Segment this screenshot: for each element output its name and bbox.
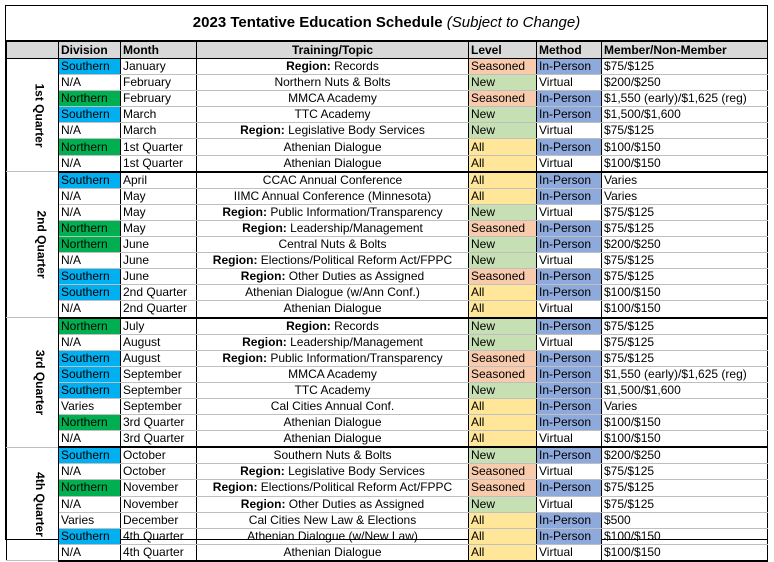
method-cell: Virtual xyxy=(537,123,602,139)
header-division: Division xyxy=(59,42,121,59)
table-row xyxy=(7,318,768,335)
month-cell: April xyxy=(121,172,197,189)
method-cell: In-Person xyxy=(537,285,602,301)
topic-cell xyxy=(197,237,469,253)
cost-cell: $75/$125 xyxy=(602,123,768,139)
division-cell: N/A xyxy=(59,253,121,269)
month-cell: September xyxy=(121,398,197,414)
table-row xyxy=(7,220,768,236)
method-cell: Virtual xyxy=(537,431,602,448)
topic-cell xyxy=(197,350,469,366)
division-cell: N/A xyxy=(59,496,121,512)
schedule-table xyxy=(6,41,768,562)
cost-cell: $100/$150 xyxy=(602,544,768,561)
cost-cell: $75/$125 xyxy=(602,334,768,350)
level-cell: New xyxy=(469,496,537,512)
topic-text: Southern Nuts & Bolts xyxy=(273,448,392,463)
level-cell: Seasoned xyxy=(469,464,537,480)
level-cell: New xyxy=(469,447,537,464)
title-sub: (Subject to Change) xyxy=(446,14,581,31)
cost-cell: $500 xyxy=(602,512,768,528)
level-cell: All xyxy=(469,398,537,414)
division-cell: Southern xyxy=(59,528,121,544)
month-cell: 2nd Quarter xyxy=(121,285,197,301)
cost-cell: Varies xyxy=(602,398,768,414)
method-cell: Virtual xyxy=(537,204,602,220)
month-cell: May xyxy=(121,220,197,236)
method-cell: In-Person xyxy=(537,188,602,204)
topic-cell xyxy=(197,334,469,350)
level-cell: New xyxy=(469,318,537,335)
division-cell: Southern xyxy=(59,172,121,189)
method-cell: In-Person xyxy=(537,172,602,189)
method-cell: In-Person xyxy=(537,512,602,528)
level-cell: Seasoned xyxy=(469,220,537,236)
topic-prefix: Region: xyxy=(242,220,287,235)
level-cell: All xyxy=(469,188,537,204)
table-row xyxy=(7,253,768,269)
division-cell: N/A xyxy=(59,188,121,204)
cost-cell: $100/$150 xyxy=(602,139,768,155)
topic-cell xyxy=(197,480,469,496)
method-cell: In-Person xyxy=(537,91,602,107)
month-cell: October xyxy=(121,464,197,480)
division-cell: Northern xyxy=(59,318,121,335)
level-cell: New xyxy=(469,253,537,269)
method-cell: Virtual xyxy=(537,75,602,91)
month-cell: 3rd Quarter xyxy=(121,431,197,448)
cost-cell: $75/$125 xyxy=(602,59,768,75)
topic-text: Athenian Dialogue (w/New Law) xyxy=(247,528,418,543)
table-row xyxy=(7,301,768,318)
header-topic: Training/Topic xyxy=(197,42,469,59)
method-cell: In-Person xyxy=(537,528,602,544)
topic-prefix: Region: xyxy=(222,204,268,219)
method-cell: In-Person xyxy=(537,382,602,398)
topic-prefix: Region: xyxy=(240,123,285,138)
cost-cell: $75/$125 xyxy=(602,350,768,366)
table-row xyxy=(7,91,768,107)
topic-cell xyxy=(197,366,469,382)
topic-text: Public Information/Transparency xyxy=(267,350,443,365)
month-cell: June xyxy=(121,253,197,269)
level-cell: New xyxy=(469,334,537,350)
topic-text: TTC Academy xyxy=(294,382,371,397)
division-cell: Southern xyxy=(59,350,121,366)
division-cell: N/A xyxy=(59,204,121,220)
month-cell: February xyxy=(121,91,197,107)
method-cell: In-Person xyxy=(537,415,602,431)
topic-text: Central Nuts & Bolts xyxy=(278,237,387,252)
table-row xyxy=(7,204,768,220)
month-cell: 4th Quarter xyxy=(121,528,197,544)
division-cell: Northern xyxy=(59,220,121,236)
topic-cell xyxy=(197,398,469,414)
table-row xyxy=(7,188,768,204)
cost-cell: $75/$125 xyxy=(602,318,768,335)
topic-cell xyxy=(197,496,469,512)
topic-text: CCAC Annual Conference xyxy=(262,172,403,187)
topic-text: Leadership/Management xyxy=(286,220,423,235)
topic-cell xyxy=(197,431,469,448)
table-row xyxy=(7,480,768,496)
level-cell: All xyxy=(469,285,537,301)
cost-cell: $75/$125 xyxy=(602,480,768,496)
table-row xyxy=(7,366,768,382)
quarter-label-cell xyxy=(7,318,59,448)
month-cell: May xyxy=(121,188,197,204)
topic-cell xyxy=(197,59,469,75)
division-cell: N/A xyxy=(59,155,121,172)
cost-cell: $200/$250 xyxy=(602,75,768,91)
level-cell: All xyxy=(469,139,537,155)
topic-cell xyxy=(197,75,469,91)
topic-text: MMCA Academy xyxy=(288,366,377,381)
topic-cell xyxy=(197,139,469,155)
header-cost: Member/Non-Member xyxy=(602,42,768,59)
month-cell: September xyxy=(121,366,197,382)
cost-cell: Varies xyxy=(602,188,768,204)
topic-text: Records xyxy=(330,59,379,74)
table-row xyxy=(7,415,768,431)
topic-cell xyxy=(197,188,469,204)
cost-cell: $100/$150 xyxy=(602,301,768,318)
table-row xyxy=(7,528,768,544)
method-cell: Virtual xyxy=(537,301,602,318)
level-cell: New xyxy=(469,237,537,253)
table-row xyxy=(7,431,768,448)
level-cell: Seasoned xyxy=(469,91,537,107)
topic-cell xyxy=(197,464,469,480)
table-row xyxy=(7,59,768,75)
topic-cell xyxy=(197,269,469,285)
table-row xyxy=(7,107,768,123)
method-cell: In-Person xyxy=(537,398,602,414)
division-cell: Northern xyxy=(59,480,121,496)
cost-cell: $100/$150 xyxy=(602,285,768,301)
header-method: Method xyxy=(537,42,602,59)
topic-text: Elections/Political Reform Act/FPPC xyxy=(257,480,453,495)
topic-prefix: Region: xyxy=(286,318,331,333)
table-row xyxy=(7,544,768,561)
header-quarter xyxy=(7,42,59,59)
method-cell: In-Person xyxy=(537,220,602,236)
cost-cell: $100/$150 xyxy=(602,415,768,431)
table-row xyxy=(7,334,768,350)
quarter-label: 2nd Quarter xyxy=(34,210,49,279)
month-cell: 3rd Quarter xyxy=(121,415,197,431)
table-row xyxy=(7,139,768,155)
month-cell: July xyxy=(121,318,197,335)
cost-cell: $75/$125 xyxy=(602,269,768,285)
topic-cell xyxy=(197,318,469,335)
topic-cell xyxy=(197,285,469,301)
schedule-body xyxy=(7,59,768,561)
header-row xyxy=(7,42,768,59)
month-cell: March xyxy=(121,107,197,123)
topic-cell xyxy=(197,91,469,107)
division-cell: Varies xyxy=(59,398,121,414)
header-month: Month xyxy=(121,42,197,59)
method-cell: In-Person xyxy=(537,480,602,496)
month-cell: November xyxy=(121,480,197,496)
header-level: Level xyxy=(469,42,537,59)
division-cell: Northern xyxy=(59,139,121,155)
table-row xyxy=(7,447,768,464)
topic-cell xyxy=(197,253,469,269)
month-cell: August xyxy=(121,334,197,350)
method-cell: In-Person xyxy=(537,107,602,123)
division-cell: Northern xyxy=(59,237,121,253)
cost-cell: $75/$125 xyxy=(602,496,768,512)
month-cell: February xyxy=(121,75,197,91)
table-row xyxy=(7,285,768,301)
level-cell: New xyxy=(469,382,537,398)
cost-cell: $75/$125 xyxy=(602,220,768,236)
quarter-label: 1st Quarter xyxy=(32,83,47,148)
table-row xyxy=(7,398,768,414)
topic-prefix: Region: xyxy=(212,253,258,268)
topic-text: Cal Cities New Law & Elections xyxy=(248,512,417,527)
division-cell: Southern xyxy=(59,285,121,301)
topic-text: Public Information/Transparency xyxy=(267,204,443,219)
topic-text: Athenian Dialogue xyxy=(283,544,382,559)
month-cell: 2nd Quarter xyxy=(121,301,197,318)
quarter-label-cell xyxy=(7,172,59,318)
topic-text: Records xyxy=(330,318,379,333)
level-cell: All xyxy=(469,544,537,561)
topic-cell xyxy=(197,172,469,189)
division-cell: N/A xyxy=(59,123,121,139)
topic-text: TTC Academy xyxy=(294,107,371,122)
division-cell: Northern xyxy=(59,91,121,107)
month-cell: 1st Quarter xyxy=(121,139,197,155)
method-cell: Virtual xyxy=(537,544,602,561)
level-cell: All xyxy=(469,301,537,318)
topic-cell xyxy=(197,512,469,528)
topic-prefix: Region: xyxy=(240,496,286,511)
table-row xyxy=(7,75,768,91)
cost-cell: $200/$250 xyxy=(602,447,768,464)
topic-cell xyxy=(197,447,469,464)
cost-cell: $200/$250 xyxy=(602,237,768,253)
month-cell: March xyxy=(121,123,197,139)
level-cell: New xyxy=(469,204,537,220)
topic-text: Athenian Dialogue xyxy=(283,301,382,316)
division-cell: Southern xyxy=(59,269,121,285)
topic-text: Athenian Dialogue (w/Ann Conf.) xyxy=(245,285,420,300)
method-cell: Virtual xyxy=(537,464,602,480)
cost-cell: $1,500/$1,600 xyxy=(602,107,768,123)
title-main: 2023 Tentative Education Schedule xyxy=(192,14,443,31)
month-cell: November xyxy=(121,496,197,512)
topic-text: Leadership/Management xyxy=(286,334,423,349)
division-cell: Southern xyxy=(59,366,121,382)
cost-cell: $100/$150 xyxy=(602,528,768,544)
topic-cell xyxy=(197,107,469,123)
table-row xyxy=(7,464,768,480)
topic-text: Other Duties as Assigned xyxy=(285,496,425,511)
table-row xyxy=(7,512,768,528)
cost-cell: $1,550 (early)/$1,625 (reg) xyxy=(602,366,768,382)
topic-cell xyxy=(197,301,469,318)
level-cell: Seasoned xyxy=(469,350,537,366)
month-cell: 4th Quarter xyxy=(121,544,197,561)
level-cell: New xyxy=(469,123,537,139)
topic-text: Athenian Dialogue xyxy=(283,155,382,170)
division-cell: Southern xyxy=(59,382,121,398)
schedule-title xyxy=(6,6,767,41)
month-cell: June xyxy=(121,269,197,285)
month-cell: 1st Quarter xyxy=(121,155,197,172)
topic-cell xyxy=(197,123,469,139)
method-cell: In-Person xyxy=(537,447,602,464)
month-cell: September xyxy=(121,382,197,398)
level-cell: New xyxy=(469,107,537,123)
level-cell: All xyxy=(469,431,537,448)
level-cell: Seasoned xyxy=(469,269,537,285)
topic-text: Cal Cities Annual Conf. xyxy=(270,399,395,414)
month-cell: January xyxy=(121,59,197,75)
topic-text: Athenian Dialogue xyxy=(283,139,382,154)
level-cell: All xyxy=(469,512,537,528)
cost-cell: $75/$125 xyxy=(602,204,768,220)
cost-cell: $100/$150 xyxy=(602,155,768,172)
topic-text: Athenian Dialogue xyxy=(283,431,382,446)
month-cell: June xyxy=(121,237,197,253)
method-cell: In-Person xyxy=(537,269,602,285)
table-row xyxy=(7,269,768,285)
method-cell: In-Person xyxy=(537,237,602,253)
division-cell: Southern xyxy=(59,107,121,123)
topic-prefix: Region: xyxy=(240,464,285,479)
cost-cell: $1,550 (early)/$1,625 (reg) xyxy=(602,91,768,107)
method-cell: Virtual xyxy=(537,334,602,350)
topic-prefix: Region: xyxy=(242,334,287,349)
method-cell: In-Person xyxy=(537,59,602,75)
quarter-label: 3rd Quarter xyxy=(33,349,48,416)
topic-cell xyxy=(197,155,469,172)
table-row xyxy=(7,237,768,253)
level-cell: Seasoned xyxy=(469,480,537,496)
level-cell: All xyxy=(469,415,537,431)
method-cell: In-Person xyxy=(537,318,602,335)
method-cell: Virtual xyxy=(537,496,602,512)
division-cell: Northern xyxy=(59,415,121,431)
division-cell: N/A xyxy=(59,464,121,480)
topic-text: Northern Nuts & Bolts xyxy=(274,75,391,90)
division-cell: N/A xyxy=(59,544,121,561)
topic-text: IIMC Annual Conference (Minnesota) xyxy=(233,188,432,203)
method-cell: In-Person xyxy=(537,366,602,382)
level-cell: Seasoned xyxy=(469,59,537,75)
month-cell: August xyxy=(121,350,197,366)
division-cell: N/A xyxy=(59,75,121,91)
method-cell: In-Person xyxy=(537,139,602,155)
topic-cell xyxy=(197,544,469,561)
cost-cell: Varies xyxy=(602,172,768,189)
division-cell: Varies xyxy=(59,512,121,528)
topic-cell xyxy=(197,204,469,220)
topic-cell xyxy=(197,220,469,236)
topic-prefix: Region: xyxy=(240,269,286,284)
topic-prefix: Region: xyxy=(286,59,331,74)
level-cell: All xyxy=(469,172,537,189)
month-cell: May xyxy=(121,204,197,220)
topic-text: MMCA Academy xyxy=(288,91,377,106)
topic-text: Legislative Body Services xyxy=(284,123,425,138)
topic-text: Other Duties as Assigned xyxy=(285,269,425,284)
table-row xyxy=(7,496,768,512)
topic-text: Elections/Political Reform Act/FPPC xyxy=(257,253,453,268)
table-row xyxy=(7,123,768,139)
method-cell: In-Person xyxy=(537,350,602,366)
quarter-label-cell xyxy=(7,59,59,172)
month-cell: October xyxy=(121,447,197,464)
topic-text: Legislative Body Services xyxy=(284,464,425,479)
table-row xyxy=(7,155,768,172)
schedule-sheet xyxy=(5,5,768,559)
table-row xyxy=(7,350,768,366)
cost-cell: $1,500/$1,600 xyxy=(602,382,768,398)
level-cell: New xyxy=(469,75,537,91)
topic-cell xyxy=(197,382,469,398)
topic-text: Athenian Dialogue xyxy=(283,415,382,430)
topic-cell xyxy=(197,415,469,431)
cost-cell: $75/$125 xyxy=(602,464,768,480)
division-cell: N/A xyxy=(59,301,121,318)
topic-prefix: Region: xyxy=(222,350,268,365)
division-cell: Southern xyxy=(59,447,121,464)
table-row xyxy=(7,172,768,189)
division-cell: N/A xyxy=(59,334,121,350)
level-cell: All xyxy=(469,155,537,172)
level-cell: All xyxy=(469,528,537,544)
division-cell: Southern xyxy=(59,59,121,75)
level-cell: Seasoned xyxy=(469,366,537,382)
cost-cell: $100/$150 xyxy=(602,431,768,448)
topic-prefix: Region: xyxy=(212,480,258,495)
cost-cell: $75/$125 xyxy=(602,253,768,269)
method-cell: Virtual xyxy=(537,155,602,172)
table-row xyxy=(7,382,768,398)
division-cell: N/A xyxy=(59,431,121,448)
month-cell: December xyxy=(121,512,197,528)
method-cell: Virtual xyxy=(537,253,602,269)
topic-cell xyxy=(197,528,469,544)
quarter-label: 4th Quarter xyxy=(32,471,47,537)
